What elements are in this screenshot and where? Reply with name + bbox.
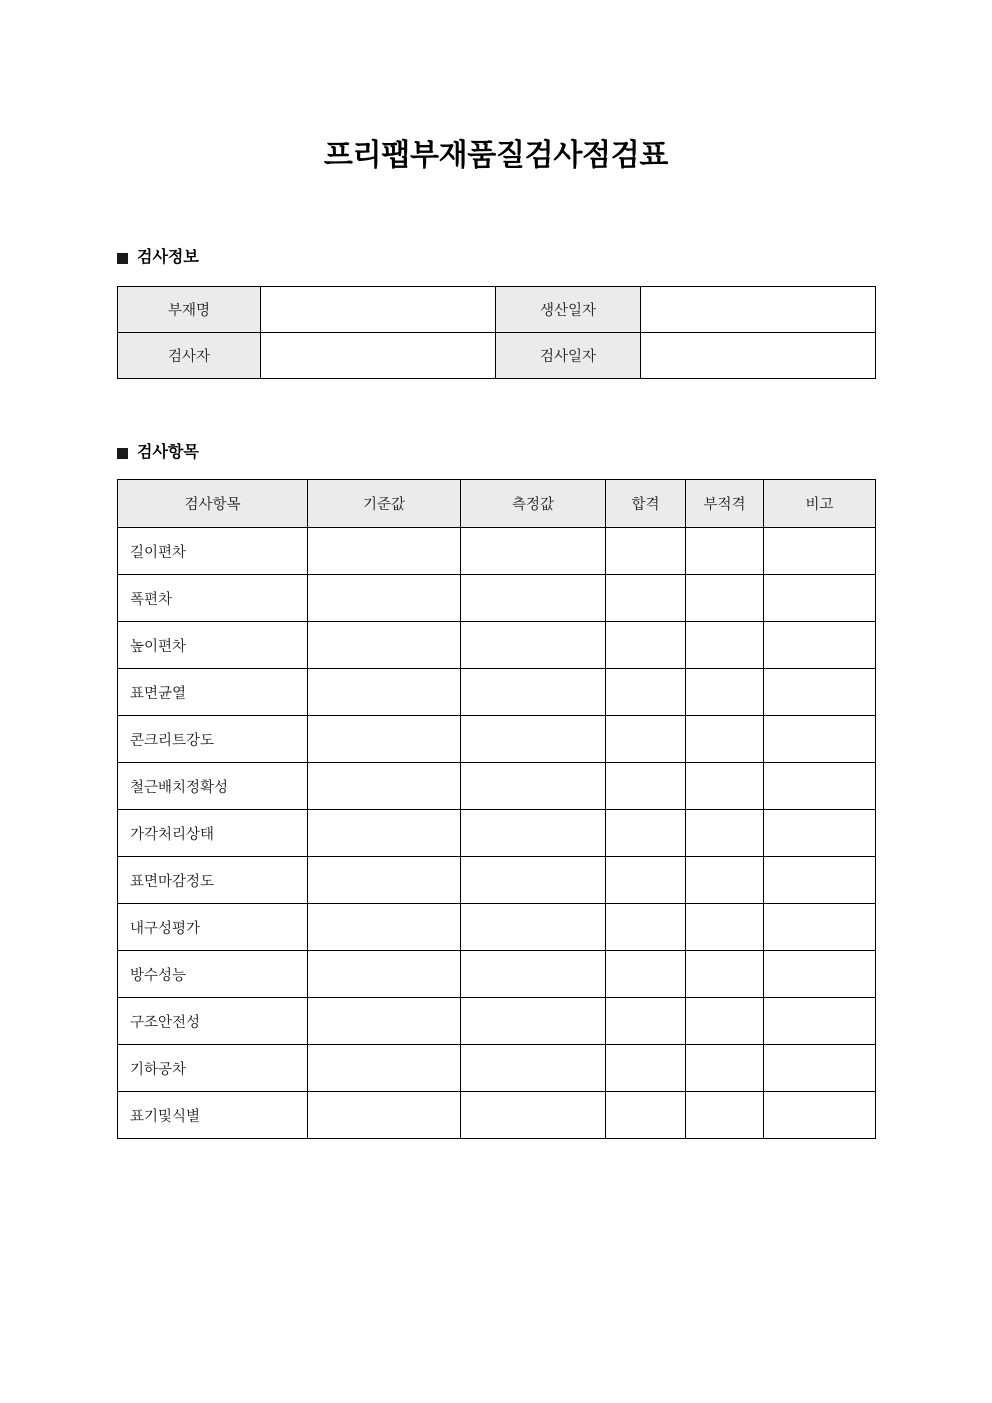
cell-fail-check[interactable]	[686, 716, 764, 763]
table-row	[118, 716, 876, 763]
column-header-fail: 부적격	[686, 480, 764, 528]
cell-fail-check[interactable]	[686, 1045, 764, 1092]
cell-remark[interactable]	[764, 716, 876, 763]
cell-pass-check[interactable]	[606, 951, 686, 998]
table-row	[118, 1092, 876, 1139]
cell-remark[interactable]	[764, 669, 876, 716]
section-heading-inspection-items	[117, 442, 199, 464]
cell-remark[interactable]	[764, 1092, 876, 1139]
cell-standard-value[interactable]	[308, 1045, 461, 1092]
cell-measured-value[interactable]	[461, 716, 606, 763]
cell-standard-value[interactable]	[308, 669, 461, 716]
cell-item-name: 내구성평가	[118, 904, 308, 951]
table-row	[118, 763, 876, 810]
column-header-item: 검사항목	[118, 480, 308, 528]
cell-measured-value[interactable]	[461, 669, 606, 716]
cell-standard-value[interactable]	[308, 904, 461, 951]
cell-fail-check[interactable]	[686, 575, 764, 622]
cell-remark[interactable]	[764, 998, 876, 1045]
table-row	[118, 1045, 876, 1092]
cell-standard-value[interactable]	[308, 1092, 461, 1139]
cell-standard-value[interactable]	[308, 857, 461, 904]
cell-standard-value[interactable]	[308, 763, 461, 810]
cell-remark[interactable]	[764, 575, 876, 622]
cell-item-name: 기하공차	[118, 1045, 308, 1092]
table-row	[118, 622, 876, 669]
inspection-info-table	[117, 286, 876, 379]
table-row	[118, 904, 876, 951]
column-header-remark: 비고	[764, 480, 876, 528]
cell-item-name: 표면마감정도	[118, 857, 308, 904]
inspection-items-table	[117, 479, 876, 1139]
cell-fail-check[interactable]	[686, 857, 764, 904]
cell-pass-check[interactable]	[606, 904, 686, 951]
table-header-row	[118, 480, 876, 528]
cell-standard-value[interactable]	[308, 716, 461, 763]
table-row	[118, 810, 876, 857]
cell-fail-check[interactable]	[686, 998, 764, 1045]
column-header-pass: 합격	[606, 480, 686, 528]
info-label-production-date: 생산일자	[496, 287, 641, 333]
cell-item-name: 구조안전성	[118, 998, 308, 1045]
cell-standard-value[interactable]	[308, 951, 461, 998]
table-row	[118, 951, 876, 998]
info-label-part-name: 부재명	[118, 287, 261, 333]
cell-fail-check[interactable]	[686, 951, 764, 998]
cell-pass-check[interactable]	[606, 1045, 686, 1092]
cell-item-name: 철근배치정확성	[118, 763, 308, 810]
cell-measured-value[interactable]	[461, 1045, 606, 1092]
cell-pass-check[interactable]	[606, 575, 686, 622]
info-field-production-date[interactable]	[641, 287, 876, 333]
page-title: 프리팹부재품질검사점검표	[323, 139, 669, 172]
cell-measured-value[interactable]	[461, 763, 606, 810]
cell-standard-value[interactable]	[308, 810, 461, 857]
cell-measured-value[interactable]	[461, 622, 606, 669]
table-row	[118, 333, 876, 379]
table-row	[118, 575, 876, 622]
cell-measured-value[interactable]	[461, 1092, 606, 1139]
cell-fail-check[interactable]	[686, 904, 764, 951]
cell-remark[interactable]	[764, 857, 876, 904]
info-label-inspection-date: 검사일자	[496, 333, 641, 379]
info-label-inspector: 검사자	[118, 333, 261, 379]
cell-remark[interactable]	[764, 528, 876, 575]
cell-remark[interactable]	[764, 763, 876, 810]
cell-measured-value[interactable]	[461, 951, 606, 998]
cell-pass-check[interactable]	[606, 1092, 686, 1139]
cell-item-name: 표면균열	[118, 669, 308, 716]
cell-pass-check[interactable]	[606, 810, 686, 857]
cell-measured-value[interactable]	[461, 857, 606, 904]
section-heading-inspection-info	[117, 247, 199, 269]
cell-remark[interactable]	[764, 904, 876, 951]
filled-square-bullet-icon	[117, 448, 128, 459]
section-heading-label: 검사정보	[137, 249, 199, 266]
info-field-inspection-date[interactable]	[641, 333, 876, 379]
cell-pass-check[interactable]	[606, 622, 686, 669]
table-row	[118, 669, 876, 716]
table-row	[118, 287, 876, 333]
cell-pass-check[interactable]	[606, 716, 686, 763]
cell-pass-check[interactable]	[606, 857, 686, 904]
cell-item-name: 콘크리트강도	[118, 716, 308, 763]
cell-fail-check[interactable]	[686, 622, 764, 669]
section-heading-label: 검사항목	[137, 444, 199, 461]
cell-pass-check[interactable]	[606, 998, 686, 1045]
cell-remark[interactable]	[764, 951, 876, 998]
cell-remark[interactable]	[764, 622, 876, 669]
column-header-measured: 측정값	[461, 480, 606, 528]
cell-item-name: 방수성능	[118, 951, 308, 998]
info-field-inspector[interactable]	[261, 333, 496, 379]
cell-standard-value[interactable]	[308, 575, 461, 622]
filled-square-bullet-icon	[117, 253, 128, 264]
cell-item-name: 표기및식별	[118, 1092, 308, 1139]
cell-pass-check[interactable]	[606, 763, 686, 810]
cell-fail-check[interactable]	[686, 669, 764, 716]
cell-pass-check[interactable]	[606, 669, 686, 716]
cell-item-name: 가각처리상태	[118, 810, 308, 857]
cell-fail-check[interactable]	[686, 810, 764, 857]
column-header-standard: 기준값	[308, 480, 461, 528]
cell-item-name: 길이편차	[118, 528, 308, 575]
cell-measured-value[interactable]	[461, 810, 606, 857]
table-row	[118, 528, 876, 575]
cell-fail-check[interactable]	[686, 1092, 764, 1139]
cell-item-name: 높이편차	[118, 622, 308, 669]
cell-standard-value[interactable]	[308, 998, 461, 1045]
cell-measured-value[interactable]	[461, 528, 606, 575]
cell-pass-check[interactable]	[606, 528, 686, 575]
cell-measured-value[interactable]	[461, 575, 606, 622]
cell-measured-value[interactable]	[461, 998, 606, 1045]
cell-remark[interactable]	[764, 810, 876, 857]
info-field-part-name[interactable]	[261, 287, 496, 333]
cell-standard-value[interactable]	[308, 622, 461, 669]
cell-fail-check[interactable]	[686, 763, 764, 810]
cell-item-name: 폭편차	[118, 575, 308, 622]
cell-fail-check[interactable]	[686, 528, 764, 575]
cell-measured-value[interactable]	[461, 904, 606, 951]
cell-remark[interactable]	[764, 1045, 876, 1092]
table-row	[118, 998, 876, 1045]
table-row	[118, 857, 876, 904]
cell-standard-value[interactable]	[308, 528, 461, 575]
